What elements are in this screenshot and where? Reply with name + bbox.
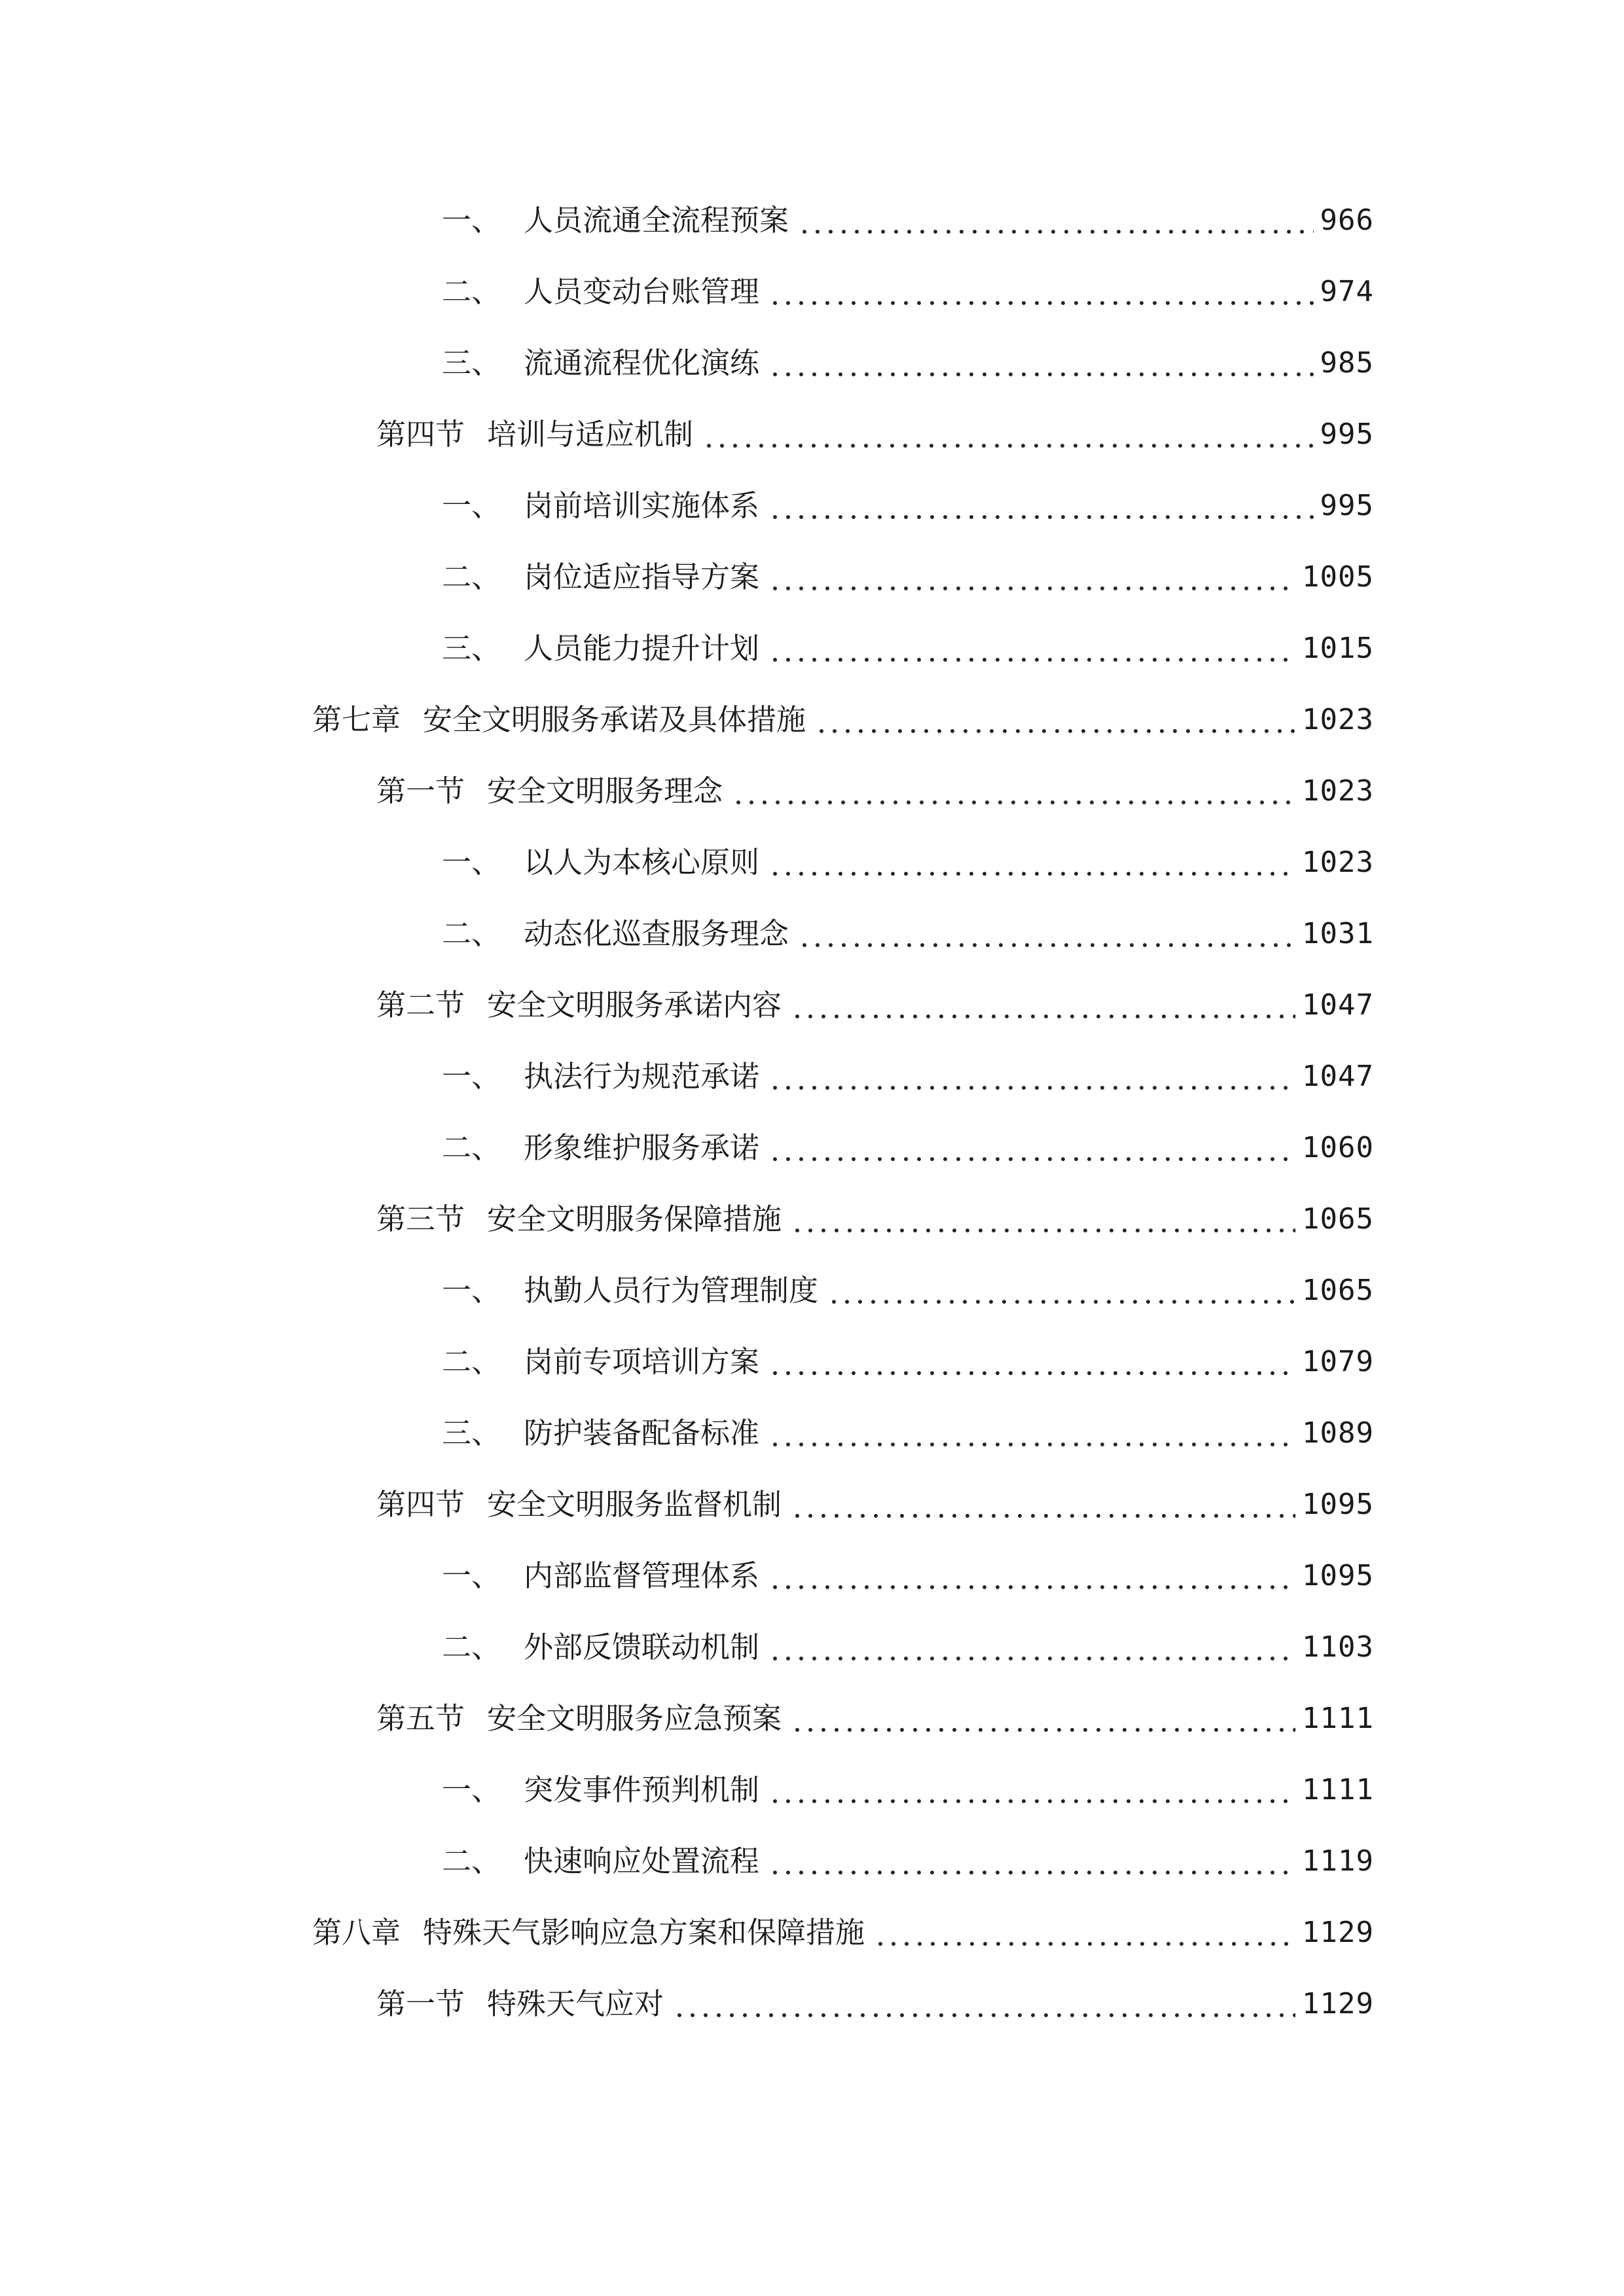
- toc-entry-title: 安全文明服务保障措施: [487, 1202, 782, 1236]
- toc-entry-page: 1119: [1302, 1844, 1374, 1878]
- dot-leader: [673, 1978, 1295, 2030]
- dot-leader: [768, 1550, 1295, 1602]
- dot-leader: [732, 765, 1295, 817]
- dot-leader: [768, 266, 1314, 318]
- toc-entry-number: 二、: [442, 916, 501, 951]
- toc-entry-title: 培训与适应机制: [487, 417, 694, 452]
- toc-entry-title: 岗前专项培训方案: [524, 1344, 760, 1379]
- toc-entry[interactable]: [442, 194, 1374, 247]
- toc-entry-page: 1095: [1302, 1488, 1374, 1521]
- dot-leader: [791, 1193, 1295, 1246]
- toc-entry-page: 1129: [1302, 1916, 1374, 1949]
- toc-entry-title: 执法行为规范承诺: [524, 1059, 760, 1094]
- toc-entry-page: 1103: [1302, 1630, 1374, 1664]
- toc-entry-title: 防护装备配备标准: [524, 1416, 760, 1450]
- toc-entry-page: 1111: [1302, 1702, 1374, 1735]
- toc-entry-number: 三、: [442, 346, 501, 380]
- toc-entry-page: 1047: [1302, 1060, 1374, 1093]
- toc-entry[interactable]: [442, 1835, 1374, 1888]
- toc-entry-number: 第七章: [312, 702, 401, 737]
- toc-entry-title: 以人为本核心原则: [524, 845, 760, 880]
- toc-entry-title: 突发事件预判机制: [524, 1772, 760, 1807]
- toc-entry[interactable]: [376, 1978, 1374, 2030]
- toc-entry[interactable]: [442, 1407, 1374, 1460]
- toc-entry-title: 人员变动台账管理: [524, 274, 760, 309]
- toc-entry-number: 第四节: [376, 1487, 465, 1522]
- toc-entry-number: 第三节: [376, 1202, 465, 1236]
- toc-entry[interactable]: [442, 551, 1374, 603]
- toc-entry-page: 995: [1320, 489, 1374, 522]
- toc-entry-number: 二、: [442, 274, 501, 309]
- toc-entry[interactable]: [376, 979, 1374, 1031]
- toc-entry-page: 1015: [1302, 632, 1374, 665]
- toc-entry-number: 一、: [442, 1059, 501, 1094]
- dot-leader: [798, 194, 1314, 247]
- dot-leader: [768, 551, 1295, 603]
- toc-entry[interactable]: [442, 908, 1374, 960]
- toc-entry-title: 动态化巡查服务理念: [524, 916, 789, 951]
- dot-leader: [827, 1265, 1295, 1317]
- toc-entry-number: 二、: [442, 1344, 501, 1379]
- dot-leader: [768, 1050, 1295, 1103]
- toc-entry-page: 1047: [1302, 988, 1374, 1022]
- toc-entry-number: 一、: [442, 1772, 501, 1807]
- toc-entry[interactable]: [442, 1550, 1374, 1602]
- toc-entry-title: 特殊天气应对: [487, 1986, 664, 2021]
- toc-entry-number: 三、: [442, 1416, 501, 1450]
- toc-entry[interactable]: [442, 1050, 1374, 1103]
- toc-entry[interactable]: [442, 1122, 1374, 1174]
- dot-leader: [768, 836, 1295, 889]
- toc-entry-number: 三、: [442, 631, 501, 666]
- toc-entry-title: 快速响应处置流程: [524, 1844, 760, 1878]
- toc-entry-page: 1095: [1302, 1559, 1374, 1592]
- toc-entry-title: 安全文明服务监督机制: [487, 1487, 782, 1522]
- toc-entry-number: 二、: [442, 1630, 501, 1664]
- toc-entry[interactable]: [442, 480, 1374, 532]
- toc-entry-title: 安全文明服务承诺及具体措施: [423, 702, 806, 737]
- toc-entry-title: 安全文明服务承诺内容: [487, 988, 782, 1022]
- toc-entry-page: 966: [1320, 204, 1374, 237]
- toc-entry-number: 一、: [442, 488, 501, 523]
- toc-entry[interactable]: [442, 1265, 1374, 1317]
- toc-entry[interactable]: [376, 1693, 1374, 1745]
- toc-entry-number: 一、: [442, 845, 501, 880]
- dot-leader: [768, 622, 1295, 675]
- dot-leader: [768, 480, 1314, 532]
- toc-entry[interactable]: [376, 765, 1374, 817]
- toc-entry-page: 1023: [1302, 703, 1374, 736]
- toc-entry-page: 995: [1320, 418, 1374, 451]
- toc-entry[interactable]: [376, 1479, 1374, 1531]
- dot-leader: [874, 1907, 1295, 1959]
- dot-leader: [768, 1621, 1295, 1674]
- toc-entry-title: 特殊天气影响应急方案和保障措施: [423, 1915, 865, 1950]
- toc-entry-page: 1111: [1302, 1773, 1374, 1806]
- toc-entry-page: 1031: [1302, 917, 1374, 950]
- dot-leader: [815, 694, 1295, 746]
- toc-entry-number: 第一节: [376, 774, 465, 808]
- toc-entry-number: 第五节: [376, 1701, 465, 1736]
- toc-entry-title: 形象维护服务承诺: [524, 1130, 760, 1165]
- toc-entry[interactable]: [442, 1336, 1374, 1388]
- toc-entry[interactable]: [376, 1193, 1374, 1246]
- dot-leader: [791, 1479, 1295, 1531]
- dot-leader: [768, 1122, 1295, 1174]
- toc-entry[interactable]: [442, 1621, 1374, 1674]
- toc-entry[interactable]: [442, 836, 1374, 889]
- toc-entry-page: 1023: [1302, 846, 1374, 879]
- toc-entry-chapter[interactable]: [312, 694, 1374, 746]
- toc-entry-page: 1005: [1302, 560, 1374, 594]
- toc-entry-number: 第二节: [376, 988, 465, 1022]
- toc-entry[interactable]: [442, 266, 1374, 318]
- toc-entry-number: 第一节: [376, 1986, 465, 2021]
- toc-entry-number: 二、: [442, 1844, 501, 1878]
- dot-leader: [702, 408, 1313, 461]
- toc-entry-title: 内部监督管理体系: [524, 1558, 760, 1593]
- dot-leader: [798, 908, 1295, 960]
- toc-entry-number: 一、: [442, 1273, 501, 1308]
- toc-entry-page: 1129: [1302, 1987, 1374, 2020]
- toc-entry-number: 二、: [442, 1130, 501, 1165]
- toc-entry[interactable]: [442, 337, 1374, 389]
- toc-entry-title: 安全文明服务应急预案: [487, 1701, 782, 1736]
- toc-entry-title: 安全文明服务理念: [487, 774, 723, 808]
- toc-entry-page: 1060: [1302, 1131, 1374, 1164]
- toc-entry-page: 1023: [1302, 774, 1374, 808]
- dot-leader: [768, 1407, 1295, 1460]
- toc-entry-page: 985: [1320, 346, 1374, 380]
- toc-entry-number: 二、: [442, 560, 501, 594]
- toc-entry-page: 1079: [1302, 1345, 1374, 1378]
- toc-entry[interactable]: [442, 1764, 1374, 1816]
- toc-entry-page: 1065: [1302, 1274, 1374, 1307]
- dot-leader: [791, 979, 1295, 1031]
- dot-leader: [791, 1693, 1295, 1745]
- toc-entry-title: 流通流程优化演练: [524, 346, 760, 380]
- toc-entry-page: 1089: [1302, 1416, 1374, 1450]
- dot-leader: [768, 1835, 1295, 1888]
- toc-entry-number: 一、: [442, 1558, 501, 1593]
- toc-entry-number: 一、: [442, 203, 501, 238]
- toc-entry-chapter[interactable]: [312, 1907, 1374, 1959]
- toc-entry-title: 执勤人员行为管理制度: [524, 1273, 819, 1308]
- toc-entry-title: 人员能力提升计划: [524, 631, 760, 666]
- toc-entry-title: 岗位适应指导方案: [524, 560, 760, 594]
- toc-entry-page: 1065: [1302, 1202, 1374, 1236]
- dot-leader: [768, 1764, 1295, 1816]
- toc-entry-number: 第四节: [376, 417, 465, 452]
- dot-leader: [768, 337, 1314, 389]
- toc-entry-title: 岗前培训实施体系: [524, 488, 760, 523]
- toc-entry-title: 人员流通全流程预案: [524, 203, 789, 238]
- toc-entry-number: 第八章: [312, 1915, 401, 1950]
- dot-leader: [768, 1336, 1295, 1388]
- toc-entry-page: 974: [1320, 275, 1374, 308]
- toc-entry[interactable]: [442, 622, 1374, 675]
- toc-entry-title: 外部反馈联动机制: [524, 1630, 760, 1664]
- toc-entry[interactable]: [376, 408, 1374, 461]
